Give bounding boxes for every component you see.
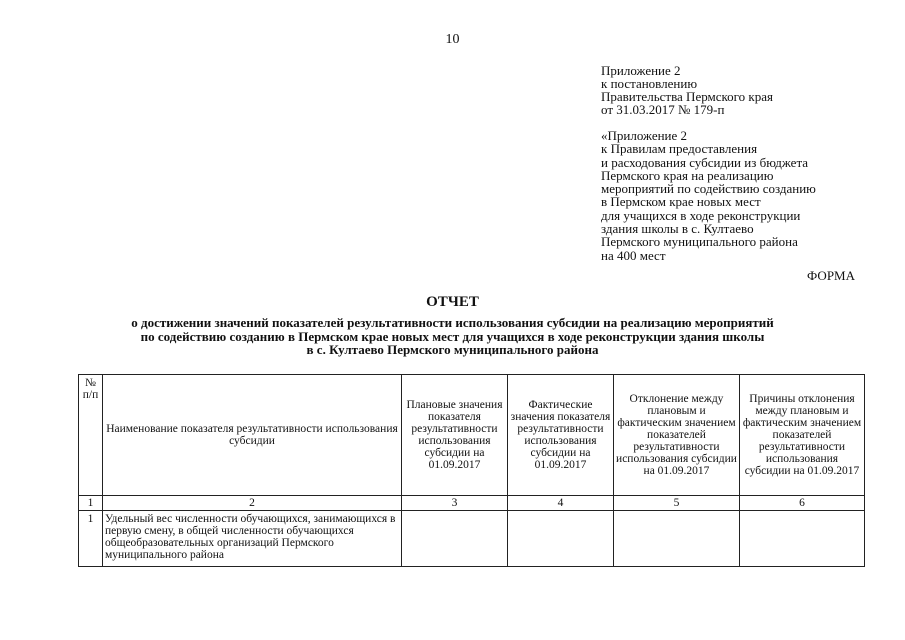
rules-line: на 400 мест — [601, 247, 666, 263]
column-number: 3 — [402, 496, 508, 511]
appendix-line: Приложение 2 — [601, 63, 681, 78]
subtitle-line: по содействию созданию в Пермском крае новых мест для учащихся в ходе реконструкции здания школы — [140, 328, 765, 344]
row-deviation — [614, 511, 740, 567]
column-number: 4 — [508, 496, 614, 511]
rules-line: и расходования субсидии из бюджета — [601, 154, 809, 170]
rules-line: мероприятий по содействию созданию — [601, 181, 816, 197]
report-table — [78, 374, 865, 567]
subtitle-line: в с. Култаево Пермского муниципального района — [306, 342, 599, 357]
forma-label: ФОРМА — [807, 268, 855, 283]
header-actual: Фактические значения показателя результативности использования субсидии на 01.09.2017 — [508, 375, 614, 496]
column-number: 1 — [79, 496, 103, 511]
row-reasons — [740, 511, 865, 567]
appendix-block — [601, 64, 901, 116]
header-deviation: Отклонение между плановым и фактическим значением показателей результативности использования субсидии на 01.09.2017 — [614, 375, 740, 496]
appendix-line: к постановлению — [601, 76, 698, 91]
subtitle-line: о достижении значений показателей результативности использования субсидии на реализацию мероприятий — [131, 315, 774, 330]
report-subtitle — [0, 316, 905, 357]
rules-appendix-block — [601, 129, 901, 262]
rules-line: в Пермском крае новых мест — [601, 194, 761, 210]
rules-line: Пермского муниципального района — [601, 234, 798, 250]
column-number-row — [79, 496, 865, 511]
table-row — [79, 511, 865, 567]
appendix-line: Правительства Пермского края — [601, 89, 773, 104]
row-index: 1 — [79, 511, 103, 567]
rules-line: для учащихся в ходе реконструкции — [601, 207, 801, 223]
table-header-row — [79, 375, 865, 496]
header-indicator-name: Наименование показателя результативности использования субсидии — [103, 375, 402, 496]
header-planned: Плановые значения показателя результативности использования субсидии на 01.09.2017 — [402, 375, 508, 496]
page-number: 10 — [445, 32, 460, 47]
column-number: 6 — [740, 496, 865, 511]
rules-line: Пермского края на реализацию — [601, 167, 774, 183]
rules-line: к Правилам предоставления — [601, 141, 758, 157]
column-number: 2 — [103, 496, 402, 511]
rules-line: «Приложение 2 — [601, 128, 688, 143]
row-actual — [508, 511, 614, 567]
appendix-line: от 31.03.2017 № 179-п — [601, 102, 725, 117]
row-planned — [402, 511, 508, 567]
column-number: 5 — [614, 496, 740, 511]
rules-line: здания школы в с. Култаево — [601, 221, 754, 237]
header-reasons: Причины отклонения между плановым и фактическим значением показателей результативности использования субсидии на 01.09.2017 — [740, 375, 865, 496]
header-index: № п/п — [79, 375, 103, 496]
report-title: ОТЧЕТ — [426, 294, 479, 310]
row-indicator-name: Удельный вес численности обучающихся, занимающихся в первую смену, в общей численности обучающихся общеобразовательных организаций Пермского муниципального района — [103, 511, 402, 567]
